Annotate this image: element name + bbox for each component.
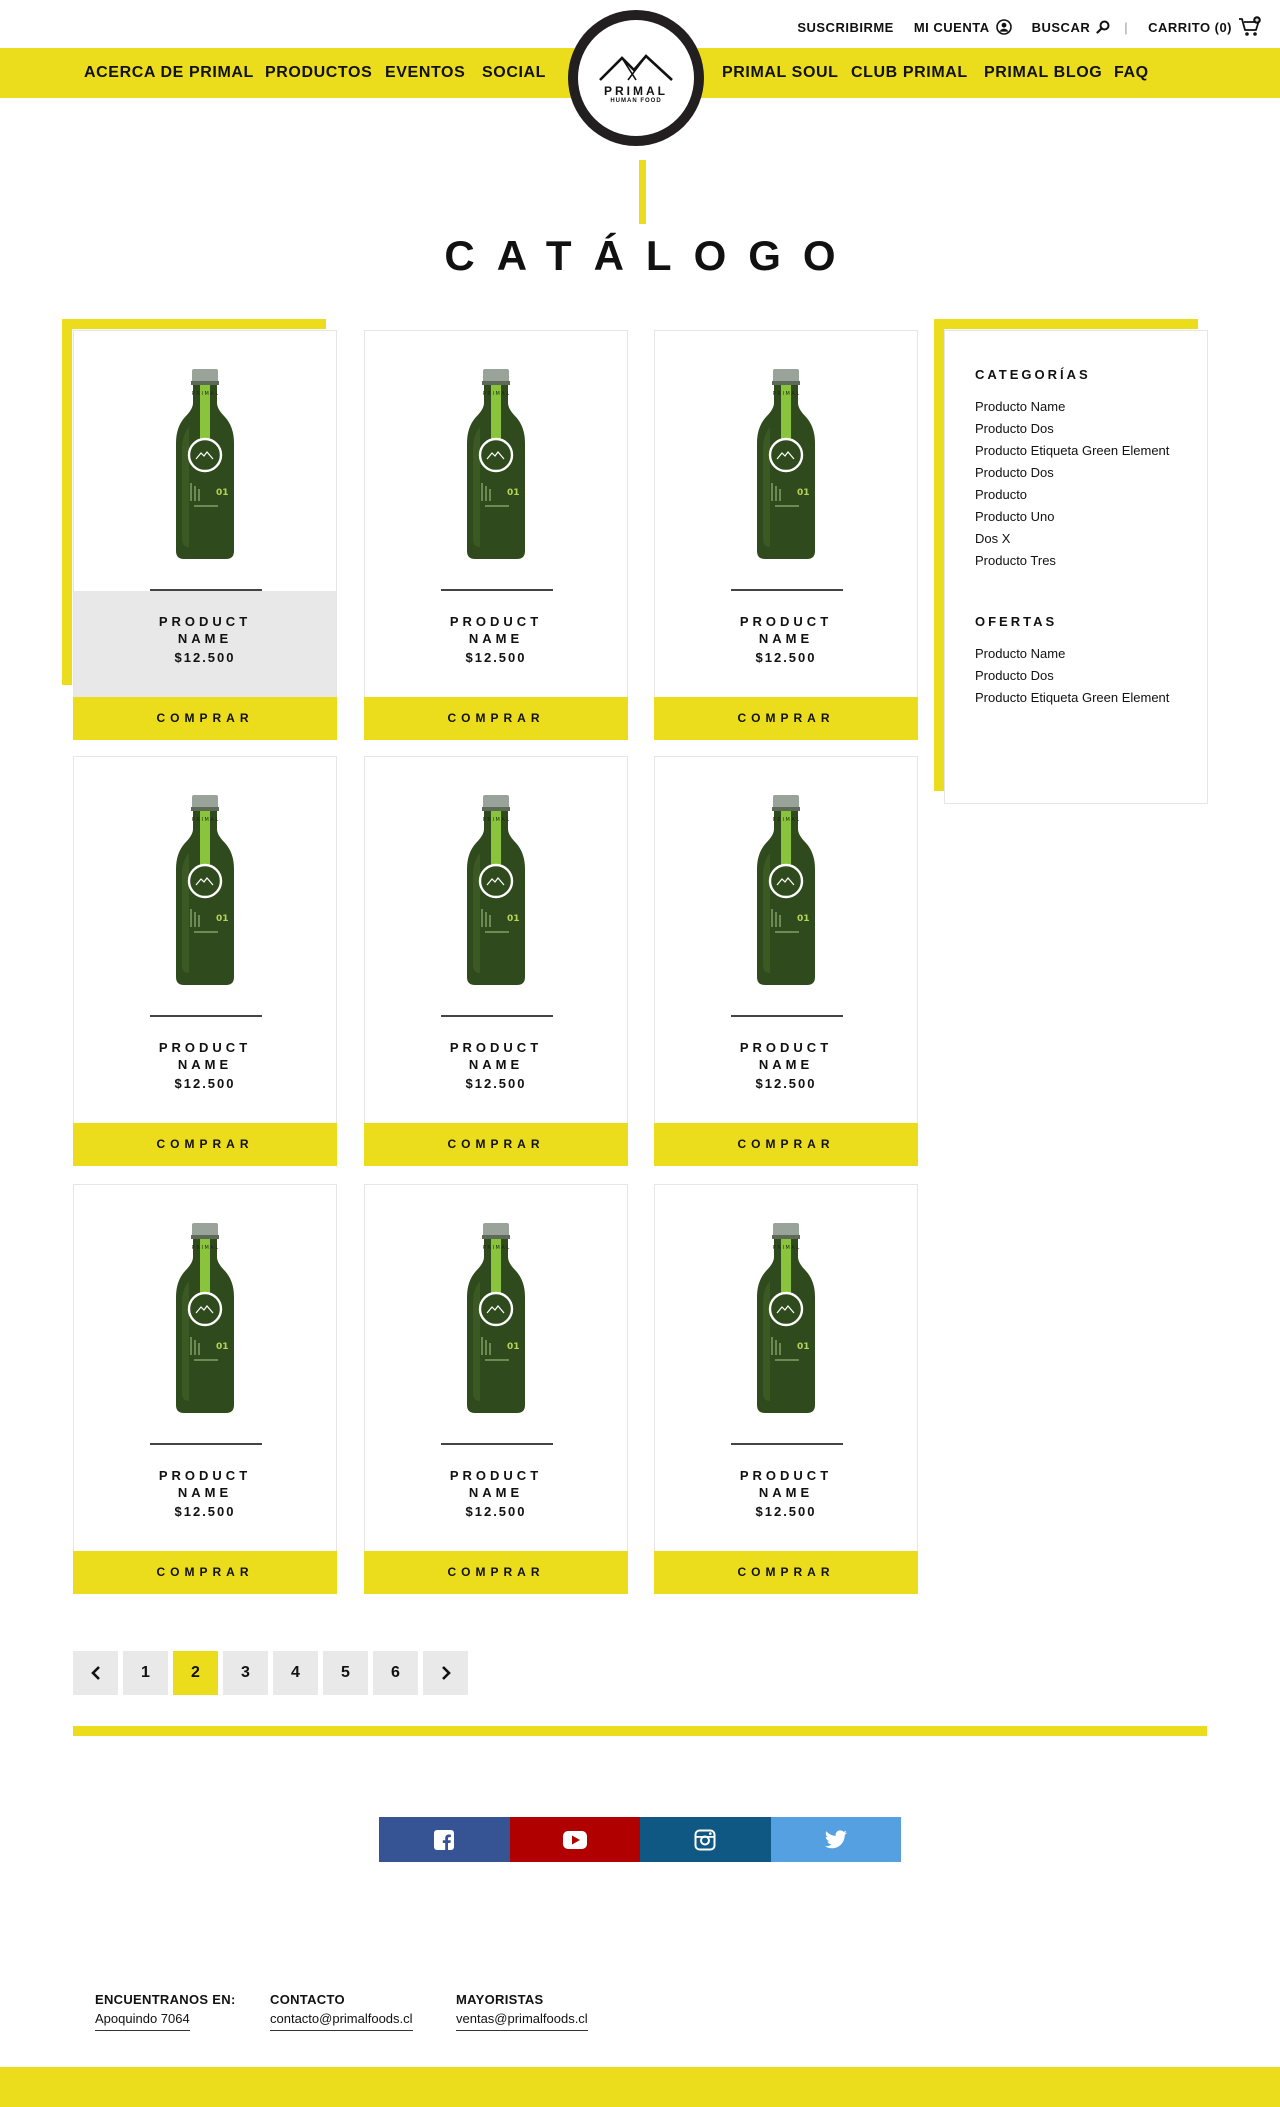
product-card[interactable] (364, 756, 628, 1165)
product-name-line: PRODUCT (449, 1040, 543, 1055)
product-info (655, 591, 917, 697)
bottle-brand-text: P R I M A L (772, 817, 800, 823)
contact-email-link[interactable]: contacto@primalfoods.cl (270, 2011, 413, 2031)
nav-faq[interactable]: FAQ (1114, 64, 1149, 81)
contact-label: CONTACTO (270, 1992, 345, 2007)
product-image[interactable] (74, 757, 336, 1015)
product-name-line: PRODUCT (739, 1468, 833, 1483)
bottle-number: 01 (216, 914, 229, 924)
account-label: MI CUENTA (913, 19, 990, 35)
product-name-line: NAME (758, 1485, 814, 1500)
product-image[interactable] (365, 331, 627, 589)
product-name-line: PRODUCT (449, 614, 543, 629)
product-name (365, 613, 627, 647)
bottle-number: 01 (507, 1342, 520, 1352)
footer-contact (270, 1992, 413, 2031)
juice-bottle-image (753, 1221, 819, 1417)
product-card[interactable] (73, 1184, 337, 1593)
sidebar-accent-left (934, 319, 944, 791)
product-price: $12.500 (465, 650, 527, 665)
user-icon (996, 19, 1012, 35)
prev-page-button[interactable] (73, 1651, 118, 1695)
product-card[interactable] (73, 330, 337, 739)
nav-primal-blog[interactable]: PRIMAL BLOG (984, 64, 1103, 81)
bottle-number: 01 (797, 1342, 810, 1352)
product-image[interactable] (365, 757, 627, 1015)
page-button[interactable]: 4 (273, 1651, 318, 1695)
product-image[interactable] (74, 331, 336, 589)
product-info (74, 1445, 336, 1551)
logo-subtitle: HUMAN FOOD (610, 98, 662, 104)
product-price: $12.500 (755, 650, 817, 665)
product-image[interactable] (655, 331, 917, 589)
account-link[interactable] (914, 19, 1012, 35)
page-title: CATÁLOGO (444, 232, 858, 279)
grid-accent-top (62, 319, 326, 329)
social-bar (379, 1817, 901, 1862)
subscribe-label: SUSCRIBIRME (797, 19, 894, 35)
nav-products[interactable]: PRODUCTOS (265, 64, 373, 81)
sidebar (944, 330, 1208, 804)
product-price: $12.500 (174, 1504, 236, 1519)
instagram-link[interactable] (640, 1817, 771, 1862)
page-button[interactable]: 1 (123, 1651, 168, 1695)
buy-button[interactable]: COMPRAR (654, 1551, 918, 1594)
product-info (365, 591, 627, 697)
bottle-brand-text: P R I M A L (482, 817, 510, 823)
juice-bottle-image (172, 793, 238, 989)
product-info (655, 1017, 917, 1123)
nav-about[interactable]: ACERCA DE PRIMAL (84, 64, 254, 81)
chevron-right-icon (440, 1666, 452, 1680)
page-button[interactable]: 3 (223, 1651, 268, 1695)
product-price: $12.500 (465, 1076, 527, 1091)
category-item[interactable]: Producto Etiqueta Green Element (975, 443, 1170, 458)
product-name-line: PRODUCT (158, 1040, 252, 1055)
mountains-icon (596, 52, 676, 82)
product-image[interactable] (365, 1185, 627, 1443)
bottle-number: 01 (216, 488, 229, 498)
product-name-line: PRODUCT (739, 1040, 833, 1055)
facebook-icon (433, 1829, 455, 1851)
footer-wholesale (456, 1992, 588, 2031)
offer-item[interactable]: Producto Name (975, 646, 1066, 661)
twitter-link[interactable] (771, 1817, 902, 1862)
buy-button[interactable]: COMPRAR (73, 1123, 337, 1166)
nav-events[interactable]: EVENTOS (385, 64, 466, 81)
cart-link[interactable] (1148, 16, 1262, 38)
juice-bottle-image (172, 367, 238, 563)
bottle-brand-text: P R I M A L (191, 1245, 219, 1251)
footer-bar (0, 2067, 1280, 2107)
product-name-line: NAME (468, 631, 524, 646)
product-name (74, 1467, 336, 1501)
offer-item[interactable]: Producto Dos (975, 668, 1054, 683)
buy-button[interactable]: COMPRAR (364, 1551, 628, 1594)
product-name (74, 1039, 336, 1073)
page-button[interactable]: 6 (373, 1651, 418, 1695)
address-link[interactable]: Apoquindo 7064 (95, 2011, 190, 2031)
nav-social[interactable]: SOCIAL (482, 64, 547, 81)
sidebar-accent-top (934, 319, 1198, 329)
product-info (365, 1017, 627, 1123)
product-name-line: PRODUCT (158, 614, 252, 629)
product-card[interactable] (364, 330, 628, 739)
bottle-brand-text: P R I M A L (191, 817, 219, 823)
categories-title: CATEGORÍAS (975, 367, 1091, 382)
juice-bottle-image (753, 367, 819, 563)
twitter-icon (824, 1830, 848, 1850)
product-info (74, 591, 336, 697)
product-name-line: NAME (758, 1057, 814, 1072)
offer-item[interactable]: Producto Etiqueta Green Element (975, 690, 1170, 705)
product-name (655, 1039, 917, 1073)
juice-bottle-image (463, 793, 529, 989)
cart-label: CARRITO (1148, 19, 1211, 35)
product-name-line: NAME (177, 1485, 233, 1500)
juice-bottle-image (172, 1221, 238, 1417)
category-item[interactable]: Producto Uno (975, 509, 1055, 524)
bottle-brand-text: P R I M A L (482, 1245, 510, 1251)
wholesale-email-link[interactable]: ventas@primalfoods.cl (456, 2011, 588, 2031)
product-info (655, 1445, 917, 1551)
product-price: $12.500 (174, 1076, 236, 1091)
cart-icon (1238, 16, 1262, 38)
bottle-number: 01 (797, 914, 810, 924)
search-label: BUSCAR (1031, 19, 1091, 35)
product-card[interactable] (364, 1184, 628, 1593)
buy-button[interactable]: COMPRAR (654, 1123, 918, 1166)
search-icon (1096, 20, 1110, 34)
title-accent-bar (639, 160, 646, 224)
cart-count: (0) (1214, 19, 1232, 35)
product-name-line: PRODUCT (739, 614, 833, 629)
category-item[interactable]: Dos X (975, 531, 1011, 546)
chevron-left-icon (90, 1666, 102, 1680)
primal-logo[interactable] (568, 10, 704, 146)
product-name (365, 1039, 627, 1073)
bottle-number: 01 (507, 914, 520, 924)
category-item[interactable]: Producto Tres (975, 553, 1056, 568)
bottle-number: 01 (507, 488, 520, 498)
find-us-label: ENCUENTRANOS EN: (95, 1992, 236, 2007)
product-name-line: PRODUCT (449, 1468, 543, 1483)
separator: | (1124, 19, 1129, 35)
juice-bottle-image (753, 793, 819, 989)
product-price: $12.500 (465, 1504, 527, 1519)
product-card[interactable] (73, 756, 337, 1165)
section-divider (73, 1726, 1207, 1736)
product-name-line: NAME (177, 631, 233, 646)
bottle-brand-text: P R I M A L (482, 391, 510, 397)
product-image[interactable] (74, 1185, 336, 1443)
offers-title: OFERTAS (975, 614, 1058, 629)
product-image[interactable] (655, 1185, 917, 1443)
buy-button[interactable]: COMPRAR (73, 1551, 337, 1594)
facebook-link[interactable] (379, 1817, 510, 1862)
category-item[interactable]: Producto Dos (975, 421, 1054, 436)
category-item[interactable]: Producto Name (975, 399, 1066, 414)
subscribe-link[interactable] (797, 20, 894, 35)
wholesale-label: MAYORISTAS (456, 1992, 544, 2007)
nav-primal-soul[interactable]: PRIMAL SOUL (722, 64, 839, 81)
next-page-button[interactable] (423, 1651, 468, 1695)
product-name (365, 1467, 627, 1501)
buy-button[interactable]: COMPRAR (654, 697, 918, 740)
product-name-line: NAME (468, 1057, 524, 1072)
page-button[interactable]: 5 (323, 1651, 368, 1695)
product-price: $12.500 (755, 1076, 817, 1091)
search-link[interactable] (1032, 20, 1111, 35)
product-name-line: NAME (177, 1057, 233, 1072)
product-card[interactable] (654, 1184, 918, 1593)
youtube-link[interactable] (510, 1817, 641, 1862)
logo-inner (578, 20, 694, 136)
product-name (655, 613, 917, 647)
buy-button[interactable]: COMPRAR (364, 1123, 628, 1166)
bottle-number: 01 (797, 488, 810, 498)
instagram-icon (694, 1829, 716, 1851)
categories-list (975, 396, 1185, 572)
product-card[interactable] (654, 330, 918, 739)
category-item[interactable]: Producto Dos (975, 465, 1054, 480)
product-name-line: NAME (468, 1485, 524, 1500)
bottle-brand-text: P R I M A L (772, 391, 800, 397)
product-info (74, 1017, 336, 1123)
product-name-line: PRODUCT (158, 1468, 252, 1483)
buy-button[interactable]: COMPRAR (364, 697, 628, 740)
product-price: $12.500 (174, 650, 236, 665)
juice-bottle-image (463, 367, 529, 563)
product-image[interactable] (655, 757, 917, 1015)
category-item[interactable]: Producto (975, 487, 1028, 502)
product-name (655, 1467, 917, 1501)
footer-find-us (95, 1992, 236, 2031)
juice-bottle-image (463, 1221, 529, 1417)
product-name-line: NAME (758, 631, 814, 646)
offers-list (975, 643, 1185, 709)
bottle-brand-text: P R I M A L (191, 391, 219, 397)
bottle-number: 01 (216, 1342, 229, 1352)
pagination (73, 1651, 473, 1695)
product-name (74, 613, 336, 647)
page-button-current[interactable]: 2 (173, 1651, 218, 1695)
bottle-brand-text: P R I M A L (772, 1245, 800, 1251)
logo-word: PRIMAL (604, 84, 668, 98)
product-price: $12.500 (755, 1504, 817, 1519)
buy-button[interactable]: COMPRAR (73, 697, 337, 740)
top-links (777, 12, 1262, 42)
product-info (365, 1445, 627, 1551)
nav-club-primal[interactable]: CLUB PRIMAL (851, 64, 968, 81)
product-card[interactable] (654, 756, 918, 1165)
grid-accent-left (62, 319, 72, 685)
youtube-icon (562, 1830, 588, 1850)
